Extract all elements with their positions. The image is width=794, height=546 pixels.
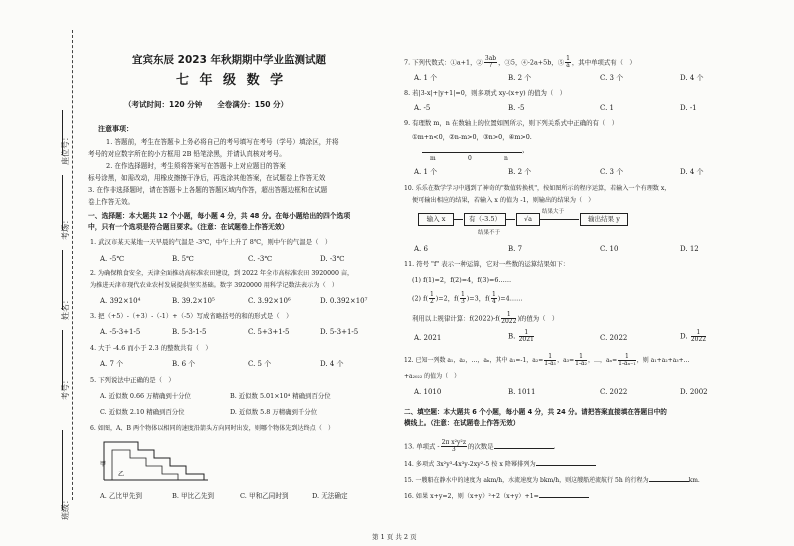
q9-stem: 9. 有理数 m，n 在数轴上的位置如图所示，则下列关系式中正确的有（ ） (404, 119, 619, 127)
q7-stem-c: ，其中单项式有（ ） (571, 58, 636, 67)
q10-box-input: 输入 x (418, 213, 454, 226)
q14-answer-blank[interactable] (536, 465, 596, 466)
q16 (404, 492, 589, 501)
class-field-label: 班级： (61, 496, 70, 520)
q12-frac2-den: 1-a₂ (575, 360, 587, 367)
notice-item1-b: 考号的对应数字所在的小方框用 2B 铅笔涂黑，并请认真核对考号。 (88, 150, 286, 158)
binding-strip (0, 0, 90, 546)
q6-option-d[interactable]: D. 无法确定 (312, 492, 348, 500)
name-field-line[interactable] (62, 250, 63, 310)
q11-line3 (412, 312, 558, 325)
q12-stem-d: ，则 a₁+a₂+a₃+… (636, 357, 690, 364)
q2-option-c[interactable]: C. 3.92×10⁶ (248, 297, 291, 305)
notice-heading: 注意事项： (98, 124, 133, 133)
q10-option-b[interactable]: B. 7 (508, 245, 523, 253)
notice-item2-d: 卷上作答无效。 (88, 198, 135, 206)
page-footer: 第 1 页 共 2 页 (372, 533, 417, 541)
q9-option-b[interactable]: B. 2 个 (508, 168, 532, 176)
q11-third-num: 1 (460, 291, 465, 298)
q15-unit: km. (688, 477, 700, 484)
q4-stem: 4. 大于 -4.6 而小于 2.3 的整数共有（ ） (90, 344, 212, 352)
exam-title: 宜宾东辰 2023 年秋期期中学业监测试题 (132, 54, 327, 66)
q11-option-b-frac (519, 330, 534, 343)
q10-option-a[interactable]: A. 6 (414, 245, 428, 253)
class-field-line[interactable] (62, 430, 63, 510)
q9-axis-m: m (430, 155, 436, 162)
q13-stem-a: 13. 单项式 - (404, 442, 440, 451)
q10-arrow-2 (505, 219, 515, 220)
section2-heading-a: 二、填空题：本大题共 6 个小题，每小题 4 分，共 24 分。请把答案直接填在答题目中的 (404, 408, 667, 416)
q9-axis-n: n (504, 155, 508, 162)
q10-option-c[interactable]: C. 10 (600, 245, 619, 253)
q8-stem: 8. 若|3-x|+|y+1|=0，则多项式 xy-(x+y) 的值为（ ） (404, 89, 567, 97)
q5-option-d[interactable]: D. 近似数 5.8 万精确到千分位 (230, 408, 318, 416)
q11-option-d-num: 1 (691, 330, 706, 337)
q14 (404, 460, 596, 469)
binding-dashed-line (72, 30, 73, 500)
q12-frac-1 (544, 354, 556, 367)
q13 (404, 440, 556, 453)
q11-third (460, 292, 466, 305)
exam-subject: 七 年 级 数 学 (176, 73, 287, 88)
q10-arrow-3 (539, 219, 579, 220)
q11-half-num: 1 (429, 291, 434, 298)
q8-option-b[interactable]: B. -5 (508, 104, 525, 112)
q10-arrow-1 (453, 219, 463, 220)
q11-line2-a: (2) f( (412, 294, 428, 303)
q11-quarter-den: 4 (491, 298, 496, 305)
q12-stem-a: 12. 已知一列数 a₁，a₂，…，aₙ，其中 a₁=-1，a₂= (404, 357, 544, 364)
q12-frac-3 (618, 354, 636, 367)
q3-option-b[interactable]: B. 5-3-1-5 (172, 328, 207, 336)
q1-option-b[interactable]: B. 5℃ (172, 255, 194, 263)
notice-item2-a: 2. 在作选择题时，考生须将答案写在答题卡上对应题目的答案 (106, 162, 286, 170)
section1-heading-a: 一、选择题：本大题共 12 个小题，每小题 4 分，共 48 分。在每小题给出的四个选项 (88, 212, 351, 220)
q10-box-op1: 有（-3.5） (464, 213, 506, 226)
q2-option-b[interactable]: B. 39.2×10⁵ (172, 297, 215, 305)
q12-frac2-num: 1 (575, 354, 587, 361)
q11-option-c[interactable]: C. 2022 (600, 334, 628, 342)
exam-time: （考试时间：120 分钟 全卷满分：150 分） (124, 100, 289, 109)
q14-stem: 14. 多项式 3x²y³-4x³y-2xy²-5 按 x 降幂排列为 (404, 461, 536, 468)
q11-line2 (412, 292, 522, 305)
q1-option-a[interactable]: A. -5℃ (100, 255, 125, 263)
q12-stem-c: ，…，aₙ= (587, 357, 618, 364)
q10-label-small: 结果不于 (478, 230, 501, 236)
q7-fraction-2 (565, 56, 571, 69)
q11-stem: 11. 符号 "f" 表示一种运算，它对一些数的运算结果如下： (404, 260, 570, 268)
seat-field-line[interactable] (62, 175, 63, 230)
q9-axis-arrow: › (522, 149, 525, 156)
q11-third-den: 3 (460, 298, 465, 305)
q12-frac3-den: 1-aₙ₋₁ (618, 360, 636, 367)
q11-half (429, 292, 435, 305)
q11-half-den: 2 (429, 298, 434, 305)
q1-option-d[interactable]: D. -3℃ (320, 255, 345, 263)
q7-option-d[interactable]: D. 4 个 (680, 74, 704, 82)
q7-option-b[interactable]: B. 2 个 (508, 74, 532, 82)
q12-stem (404, 354, 690, 367)
q5-option-a[interactable]: A. 近似数 0.66 万精确到十分位 (100, 392, 191, 400)
q11-frac-2022-den: 2022 (501, 318, 517, 325)
q11-line2-b: )=2，f( (435, 294, 459, 303)
notice-item2-b: 标号涂黑，如需改动，用橡皮擦擦干净后，再选涂其他答案，在试题卷上作答无效 (88, 174, 326, 182)
q9-number-line (422, 152, 522, 153)
q6-figure-label-a: 甲 (100, 461, 107, 468)
q12-frac-2 (575, 354, 587, 367)
q11-option-b-den: 2021 (518, 336, 534, 343)
q7-frac2-num: 1 (566, 55, 570, 62)
q8-option-d[interactable]: D. -1 (680, 104, 697, 112)
q11-option-d-letter: D. (680, 332, 690, 341)
q4-option-b[interactable]: B. 6 个 (172, 360, 196, 368)
q3-option-d[interactable]: D. 5-3+1-5 (320, 328, 359, 336)
q13-tail: . (553, 442, 556, 451)
q9-statements: ①m+n<0，②n-m>0，③n>0，④m>0. (412, 133, 532, 141)
q11-frac-2022 (501, 312, 516, 325)
q11-quarter (491, 292, 497, 305)
q9-option-c[interactable]: C. 3 个 (600, 168, 624, 176)
q12-option-d[interactable]: D. 2002 (680, 388, 708, 396)
q4-option-d[interactable]: D. 4 个 (320, 360, 344, 368)
exam-no-field-line[interactable] (62, 330, 63, 390)
q2-stem-a: 2. 为确保粮食安全，天津全面推动高标准农田建设，到 2022 年全市高标准农田 3920000 亩， (90, 270, 354, 277)
q11-option-d[interactable] (680, 330, 707, 343)
q13-frac-num: 2π x²y²z (441, 439, 466, 446)
q7-frac2-den: a (566, 62, 570, 69)
q6-option-c[interactable]: C. 甲和乙同时到 (240, 492, 289, 500)
q3-option-c[interactable]: C. 5+3+1-5 (248, 328, 290, 336)
q12-frac1-num: 1 (544, 354, 556, 361)
q16-answer-blank[interactable] (539, 497, 589, 498)
q12-option-b[interactable]: B. 1011 (508, 388, 536, 396)
q6-stem: 6. 如图，A、B 两个物体以相同的速度沿箭头方向同时出发，则哪个物体先到达终点（ ） (90, 425, 335, 432)
q7-option-a[interactable]: A. 1 个 (414, 74, 438, 82)
q10-stem-b: 便可输出相应的结果，若输入 x 的值为 -1，则输出的结果为（ ） (412, 197, 595, 204)
section2-heading-b: 横线上。（注意：在试题卷上作答无效） (404, 419, 520, 427)
q11-option-a[interactable]: A. 2021 (414, 334, 442, 342)
notice-item1-a: 1. 答题前，考生在答题卡上务必将自己的考号填写在考号（学号）填涂区，并将 (106, 138, 339, 146)
q10-box-output: 输出结果 y (580, 213, 628, 226)
notice-item2-c: 3. 在作非选择题时，请在答题卡上各题的答题区域内作答，超出答题边框和在试题 (88, 186, 328, 194)
q12-frac1-den: 1-a₁ (544, 360, 557, 367)
q4-option-c[interactable]: C. 5 个 (248, 360, 272, 368)
q11-frac-2022-num: 1 (501, 312, 516, 319)
exam-no-field-label: 考号： (61, 376, 70, 400)
q11-line2-d: )=4…… (497, 294, 523, 303)
q12-option-c[interactable]: C. 2022 (600, 388, 628, 396)
q3-option-a[interactable]: A. -5-3+1-5 (100, 328, 141, 336)
q10-box-op2: √a (516, 213, 540, 226)
q11-option-b-num: 1 (519, 330, 534, 337)
name-field-label: 姓名： (61, 296, 70, 320)
q2-option-a[interactable]: A. 392×10⁴ (100, 297, 141, 305)
q5-stem: 5. 下列说法中正确的是（ ） (90, 376, 175, 384)
q10-stem-a: 10. 乐乐在数学学习中遇到了神奇的"数值转换机"，按如图所示的程序运算，若输入一个有理数 x， (404, 185, 671, 192)
q6-figure-label-b: 乙 (118, 471, 125, 478)
q1-stem: 1. 武汉市某天某地一天早晨的气温是 -3℃，中午上升了 8℃，则中午的气温是（ ） (90, 238, 332, 246)
q2-stem-b: 为推进天津市现代农业农村发展提供坚实基础。数字 3920000 用科学记数法表示为（ ） (90, 282, 339, 289)
q10-label-big: 结果大于 (542, 209, 565, 215)
q12-line2: +a₂₀₂₂ 的值为（ ） (404, 373, 461, 380)
q9-axis-zero: 0 (468, 155, 472, 162)
section1-heading-b: 中，只有一个选项是符合题目要求。（注意：在试题卷上作答无效） (88, 223, 289, 231)
q7-option-c[interactable]: C. 3 个 (600, 74, 624, 82)
q1-option-c[interactable]: C. -3℃ (248, 255, 273, 263)
seat-no-field-label: 座位号： (61, 133, 70, 165)
q7-fraction (484, 56, 497, 69)
q11-line3-b: )的值为（ ） (517, 314, 559, 323)
q11-option-d-den: 2022 (690, 336, 707, 343)
q10-option-d[interactable]: D. 12 (680, 245, 699, 253)
q6-option-b[interactable]: B. 甲比乙先到 (172, 492, 215, 500)
q13-stem-b: 的次数是 (467, 442, 494, 451)
q11-line1: (1) f(1)=2，f(2)=4，f(3)=6…… (412, 276, 512, 284)
q11-option-b[interactable] (508, 330, 535, 343)
q11-option-d-frac (691, 330, 706, 343)
q15-stem: 15. 一艘船在静水中的速度为 akm/h，水流速度为 bkm/h，则这艘船逆流航行 5h 的行程为 (404, 477, 649, 484)
q11-line3-a: 利用以上规律计算：f(2022)-f( (412, 314, 501, 323)
q11-option-b-letter: B. (508, 332, 518, 341)
q4-option-a[interactable]: A. 7 个 (100, 360, 124, 368)
q16-stem: 16. 如果 x+y=2，则（x+y）²+2（x+y）+1= (404, 493, 539, 500)
q5-option-b[interactable]: B. 近似数 5.01×10⁴ 精确到百分位 (230, 392, 331, 400)
q2-option-d[interactable]: D. 0.392×10⁷ (320, 297, 368, 305)
q7-stem (404, 56, 636, 69)
q9-option-a[interactable]: A. 1 个 (414, 168, 438, 176)
q11-line2-c: )=3，f( (466, 294, 490, 303)
seat-field-label: 考场： (61, 216, 70, 240)
q15-answer-blank[interactable] (649, 481, 689, 482)
q9-option-d[interactable]: D. 4 个 (680, 168, 704, 176)
q7-frac-num: 3ab (484, 55, 497, 62)
q8-option-a[interactable]: A. -5 (414, 104, 431, 112)
q7-stem-b: ，③5，④-2a+5b，⑤ (498, 58, 565, 67)
q5-option-c[interactable]: C. 近似数 2.10 精确到百分位 (100, 408, 185, 416)
q13-frac-den: 3 (451, 446, 456, 453)
q12-frac3-num: 1 (618, 354, 636, 361)
q7-stem-a: 7. 下列代数式：①a+1，② (404, 58, 483, 67)
q7-frac-den: 7 (488, 62, 493, 69)
q12-stem-b: ，a₃= (557, 357, 575, 364)
q15 (404, 476, 700, 485)
seat-no-field-line[interactable] (62, 110, 63, 155)
q11-quarter-num: 1 (491, 291, 496, 298)
q12-option-a[interactable]: A. 1010 (414, 388, 442, 396)
q6-figure (98, 436, 218, 484)
q6-option-a[interactable]: A. 乙比甲先到 (100, 492, 142, 500)
q13-answer-blank[interactable] (494, 448, 554, 449)
q13-fraction (441, 440, 467, 453)
q8-option-c[interactable]: C. 1 (600, 104, 615, 112)
q3-stem: 3. 把（+5）-（+3）-（-1）+（-5）写成省略括号的和的形式是（ ） (90, 312, 293, 320)
